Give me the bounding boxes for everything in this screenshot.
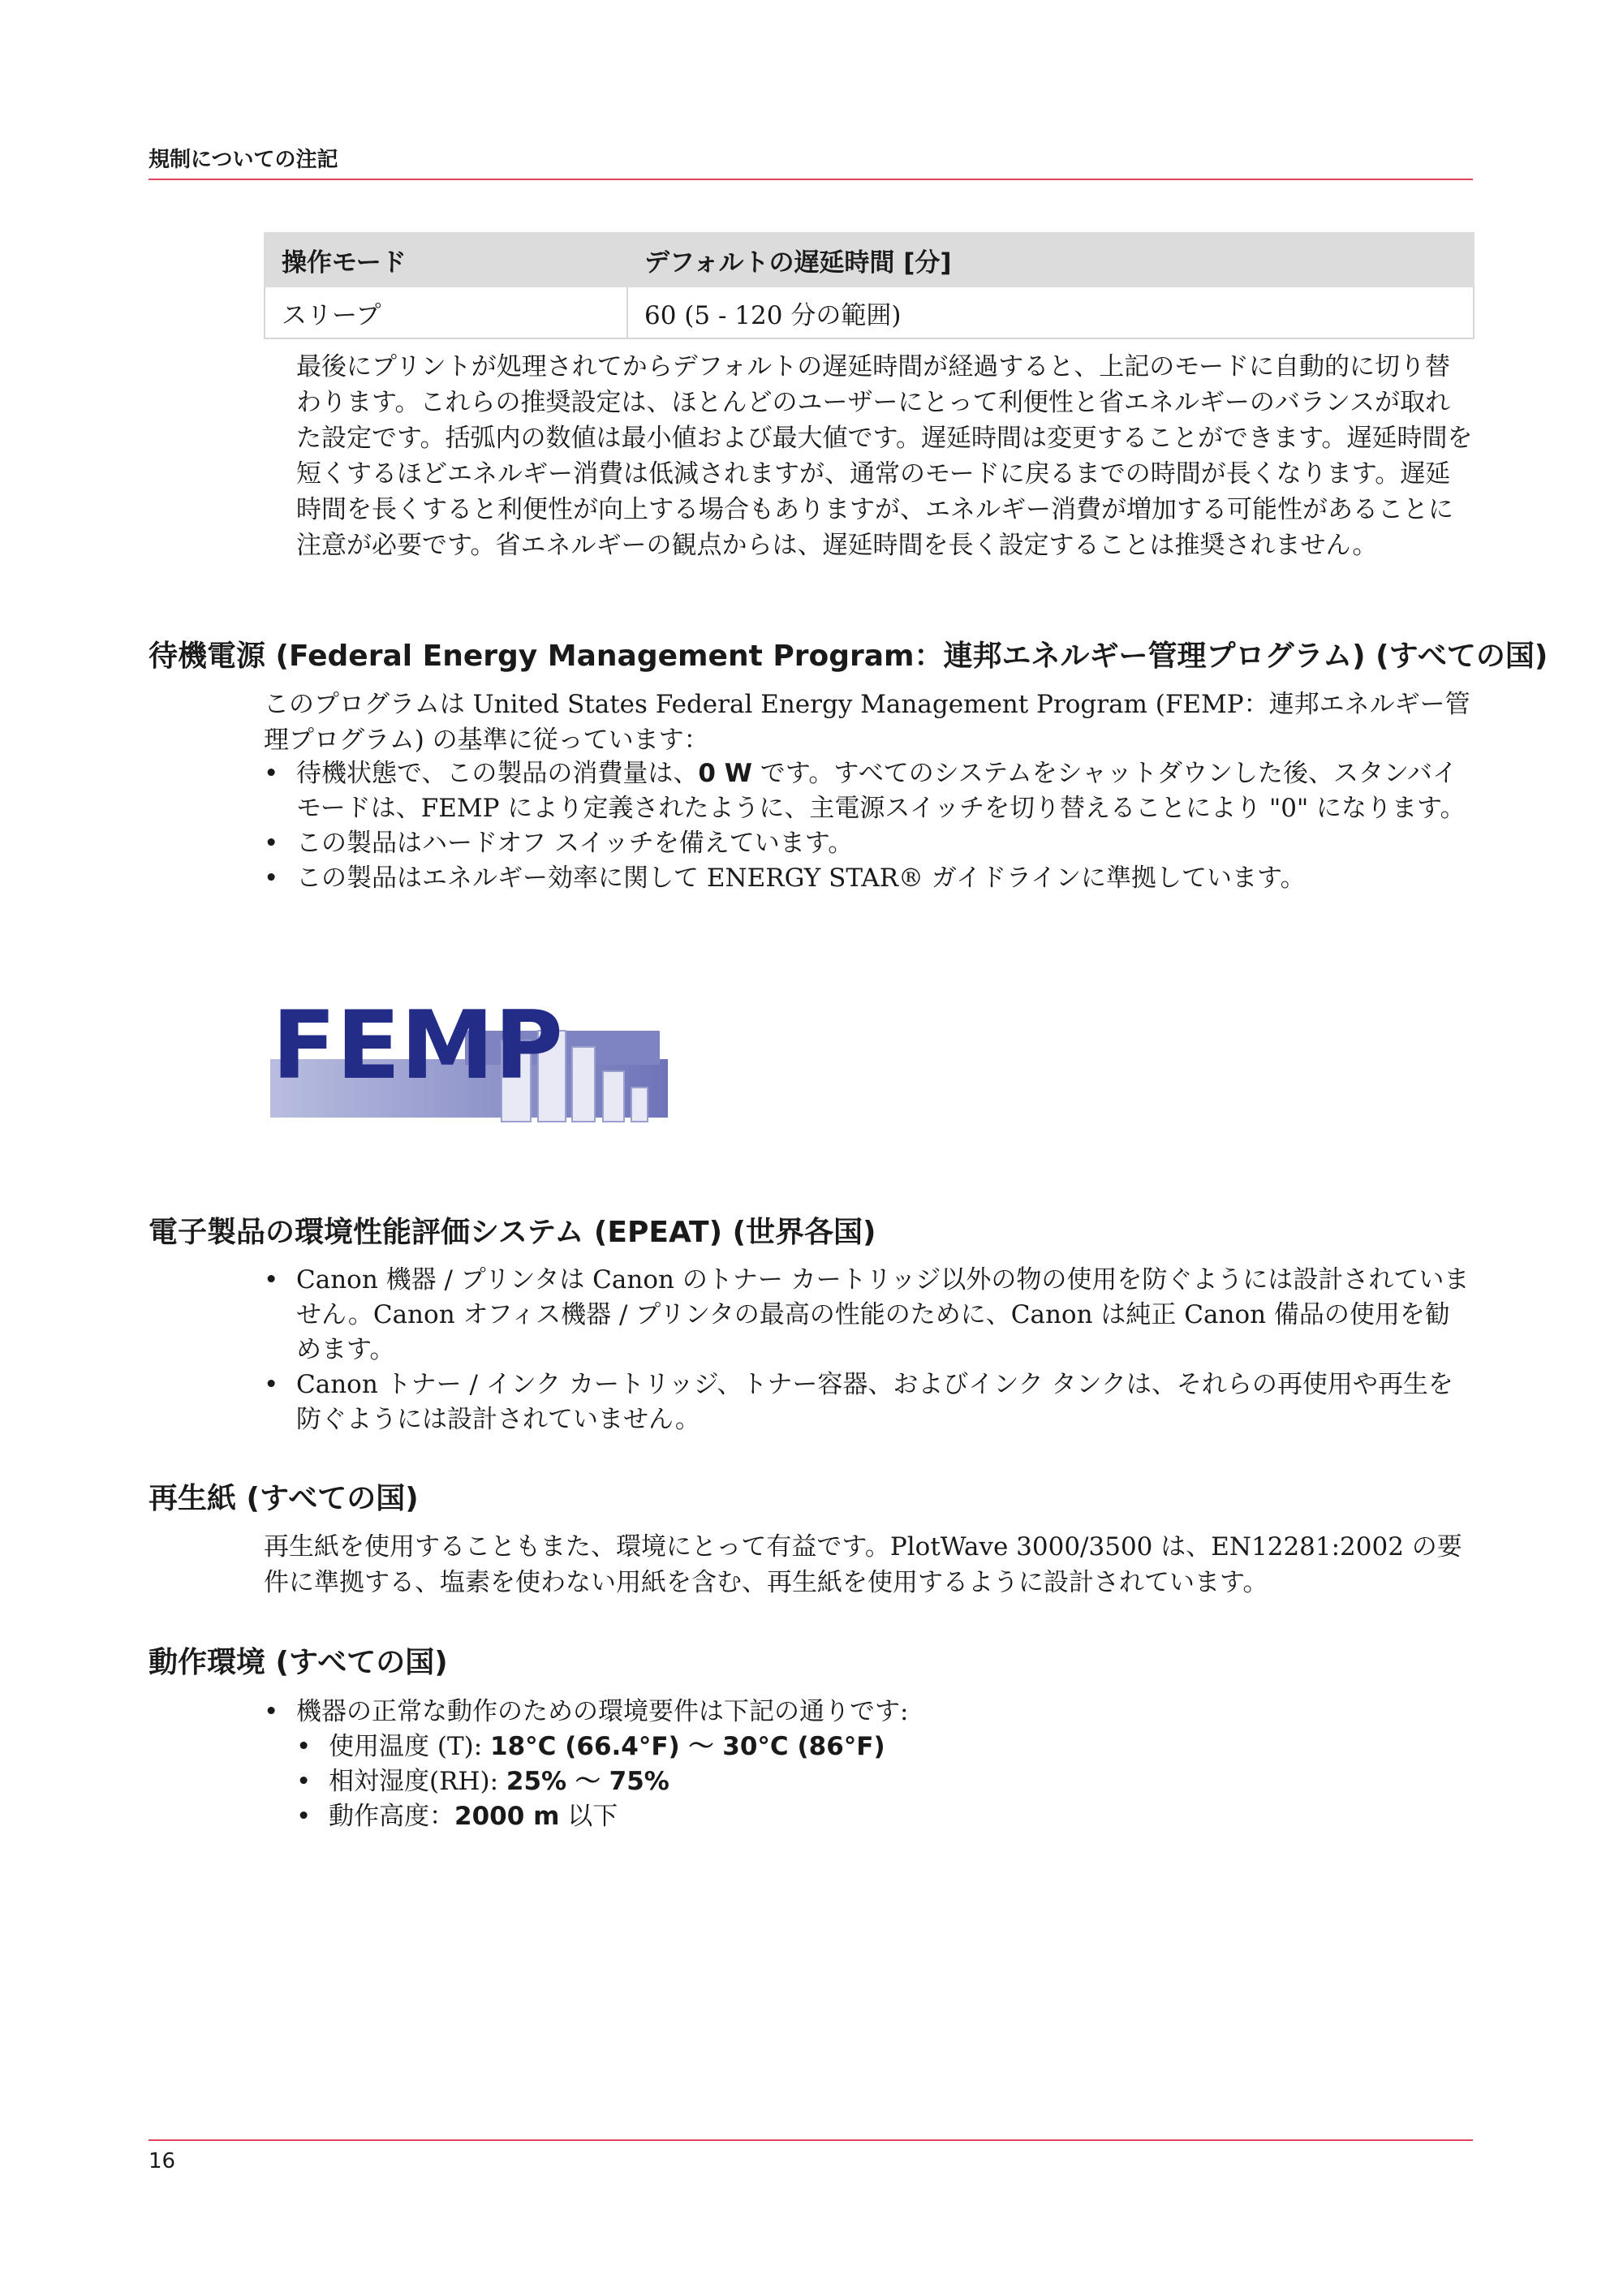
femp-logo xyxy=(270,982,680,1128)
table-row xyxy=(265,286,1474,338)
list-item xyxy=(264,1368,1474,1437)
table-header-delay: デフォルトの遅延時間 [分] xyxy=(627,233,1474,286)
altitude-value: 2000 m xyxy=(454,1802,560,1831)
humidity-value: 25% ～ 75% xyxy=(506,1767,669,1796)
altitude-suffix: 以下 xyxy=(559,1802,618,1831)
bullet-icon: • xyxy=(296,1732,312,1761)
recycled-paragraph: 再生紙を使用することもまた、環境にとって有益です。PlotWave 3000/3500 は、EN12281:2002 の要件に準拠する、塩素を使わない用紙を含む、再生紙を使用するように設計されています。 xyxy=(264,1532,1462,1597)
table-header-row xyxy=(265,233,1474,286)
environment-bullet: 機器の正常な動作のための環境要件は下記の通りです: xyxy=(296,1697,909,1726)
femp-bullet-list xyxy=(264,756,1474,896)
femp-bullet-3: この製品はエネルギー効率に関して ENERGY STAR® ガイドラインに準拠しています。 xyxy=(296,864,1306,893)
table-cell-delay: 60 (5 - 120 分の範囲) xyxy=(627,286,1474,338)
bullet-icon: • xyxy=(264,829,279,858)
delay-table xyxy=(264,232,1474,339)
table-header-mode: 操作モード xyxy=(265,233,627,286)
epeat-heading: 電子製品の環境性能評価システム (EPEAT) (世界各国) xyxy=(149,1216,876,1249)
list-item xyxy=(296,1730,1474,1764)
list-item xyxy=(296,1799,1474,1834)
list-item xyxy=(296,1764,1474,1799)
bullet-icon: • xyxy=(264,759,279,788)
list-item xyxy=(264,1263,1474,1368)
bullet-icon: • xyxy=(264,1370,279,1399)
list-item xyxy=(264,756,1474,826)
bullet-icon: • xyxy=(264,1697,279,1726)
list-item xyxy=(264,861,1474,896)
epeat-bullet-1: Canon 機器 / プリンタは Canon のトナー カートリッジ以外の物の使用を防ぐようには設計されていません。Canon オフィス機器 / プリンタの最高の性能のために、Canon は純正 Canon 備品の使用を勧めます。 xyxy=(296,1265,1470,1364)
temperature-label: 使用温度 (T): xyxy=(329,1732,491,1761)
femp-bullet-1-pre: 待機状態で、この製品の消費量は、 xyxy=(296,759,699,788)
environment-heading: 動作環境 (すべての国) xyxy=(149,1646,448,1679)
bullet-icon: • xyxy=(264,1265,279,1294)
bullet-icon: • xyxy=(296,1802,312,1831)
femp-bullet-1-value: 0 W xyxy=(698,759,752,788)
delay-paragraph: 最後にプリントが処理されてからデフォルトの遅延時間が経過すると、上記のモードに自動的に切り替わります。これらの推奨設定は、ほとんどのユーザーにとって利便性と省エネルギーのバランスが取れた設定です。括弧内の数値は最小値および最大値です。遅延時間は変更することができます。遅延時間を短くするほどエネルギー消費は低減されますが、通常のモードに戻るまでの時間が長くなります。遅延時間を長くすると利便性が向上する場合もありますが、エネルギー消費が増加する可能性があることに注意が必要です。省エネルギーの観点からは、遅延時間を長く設定することは推奨されません。 xyxy=(296,352,1473,560)
epeat-bullet-list xyxy=(264,1263,1474,1437)
footer-rule xyxy=(149,2139,1473,2141)
altitude-label: 動作高度： xyxy=(329,1802,454,1831)
humidity-label: 相対湿度(RH): xyxy=(329,1767,506,1796)
femp-logo-text: FEMP xyxy=(272,991,563,1101)
recycled-heading: 再生紙 (すべての国) xyxy=(149,1482,419,1515)
environment-bullet-list xyxy=(264,1695,1474,1730)
femp-bullet-2: この製品はハードオフ スイッチを備えています。 xyxy=(296,829,854,858)
header-rule xyxy=(149,179,1473,180)
femp-bullet-1-post: です。すべてのシステムをシャットダウンした後、スタンバイモードは、FEMP により定義されたように、主電源スイッチを切り替えることにより "0" になります。 xyxy=(296,759,1466,823)
list-item xyxy=(264,1695,1474,1730)
page-number: 16 xyxy=(149,2149,176,2173)
bullet-icon: • xyxy=(264,864,279,893)
temperature-value: 18°C (66.4°F) ～ 30°C (86°F) xyxy=(490,1732,885,1761)
epeat-bullet-2: Canon トナー / インク カートリッジ、トナー容器、およびインク タンクは、それらの再使用や再生を防ぐようには設計されていません。 xyxy=(296,1370,1453,1434)
environment-sub-list xyxy=(296,1730,1474,1834)
femp-heading: 待機電源 (Federal Energy Management Program：連邦エネルギー管理プログラム) (すべての国) xyxy=(149,640,1548,673)
running-header: 規制についての注記 xyxy=(149,148,338,172)
list-item xyxy=(264,826,1474,861)
table-cell-mode: スリープ xyxy=(265,286,627,338)
femp-intro: このプログラムは United States Federal Energy Management Program (FEMP：連邦エネルギー管理プログラム) の基準に従っています： xyxy=(264,690,1470,755)
bullet-icon: • xyxy=(296,1767,312,1796)
